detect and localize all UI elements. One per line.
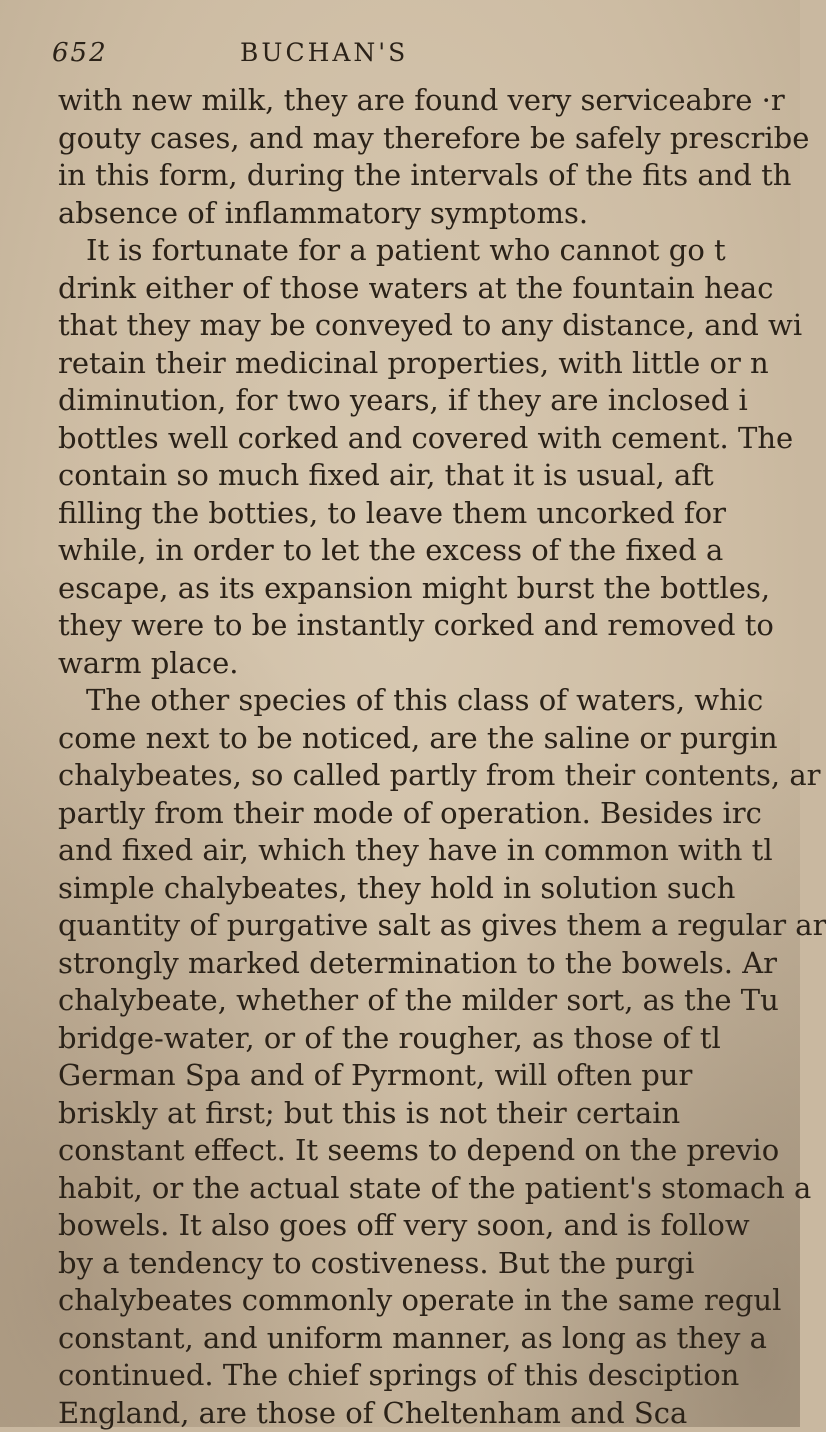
text-line: retain their medicinal properties, with little or n: [58, 345, 800, 383]
text-line: gouty cases, and may therefore be safely prescribe: [58, 120, 800, 158]
text-line: and fixed air, which they have in common with tl: [58, 832, 800, 870]
text-line: by a tendency to costiveness. But the purgi: [58, 1245, 800, 1283]
text-line: bridge-water, or of the rougher, as those of tl: [58, 1020, 800, 1058]
text-line: they were to be instantly corked and removed to: [58, 607, 800, 645]
text-line: simple chalybeates, they hold in solution such: [58, 870, 800, 908]
text-line: England, are those of Cheltenham and Sca: [58, 1395, 800, 1432]
text-line: continued. The chief springs of this desciption: [58, 1357, 800, 1395]
body-text: [58, 82, 800, 1382]
text-line: habit, or the actual state of the patient's stomach a: [58, 1170, 800, 1208]
text-line: strongly marked determination to the bowels. Ar: [58, 945, 800, 983]
text-line: chalybeates commonly operate in the same regul: [58, 1282, 800, 1320]
text-line: briskly at first; but this is not their certain: [58, 1095, 800, 1133]
running-title: BUCHAN'S: [240, 38, 408, 67]
text-line: come next to be noticed, are the saline or purgin: [58, 720, 800, 758]
text-line: German Spa and of Pyrmont, will often pur: [58, 1057, 800, 1095]
text-line: bottles well corked and covered with cement. The: [58, 420, 800, 458]
text-line: escape, as its expansion might burst the bottles,: [58, 570, 800, 608]
text-line: quantity of purgative salt as gives them a regular ar: [58, 907, 800, 945]
text-line: The other species of this class of waters, whic: [58, 682, 800, 720]
text-line: with new milk, they are found very serviceabre ·r: [58, 82, 800, 120]
text-line: partly from their mode of operation. Besides irc: [58, 795, 800, 833]
text-line: that they may be conveyed to any distance, and wi: [58, 307, 800, 345]
text-line: constant, and uniform manner, as long as they a: [58, 1320, 800, 1358]
text-line: in this form, during the intervals of the fits and th: [58, 157, 800, 195]
text-line: filling the botties, to leave them uncorked for: [58, 495, 800, 533]
text-line: absence of inflammatory symptoms.: [58, 195, 800, 233]
text-line: diminution, for two years, if they are inclosed i: [58, 382, 800, 420]
text-line: while, in order to let the excess of the fixed a: [58, 532, 800, 570]
text-line: drink either of those waters at the fountain heac: [58, 270, 800, 308]
text-line: warm place.: [58, 645, 800, 683]
page-number: 652: [52, 38, 108, 68]
text-line: chalybeates, so called partly from their contents, ar: [58, 757, 800, 795]
text-line: It is fortunate for a patient who cannot go t: [58, 232, 800, 270]
text-line: constant effect. It seems to depend on the previo: [58, 1132, 800, 1170]
text-line: bowels. It also goes off very soon, and is follow: [58, 1207, 800, 1245]
running-head: [52, 38, 792, 78]
text-line: contain so much fixed air, that it is usual, aft: [58, 457, 800, 495]
text-line: chalybeate, whether of the milder sort, as the Tu: [58, 982, 800, 1020]
